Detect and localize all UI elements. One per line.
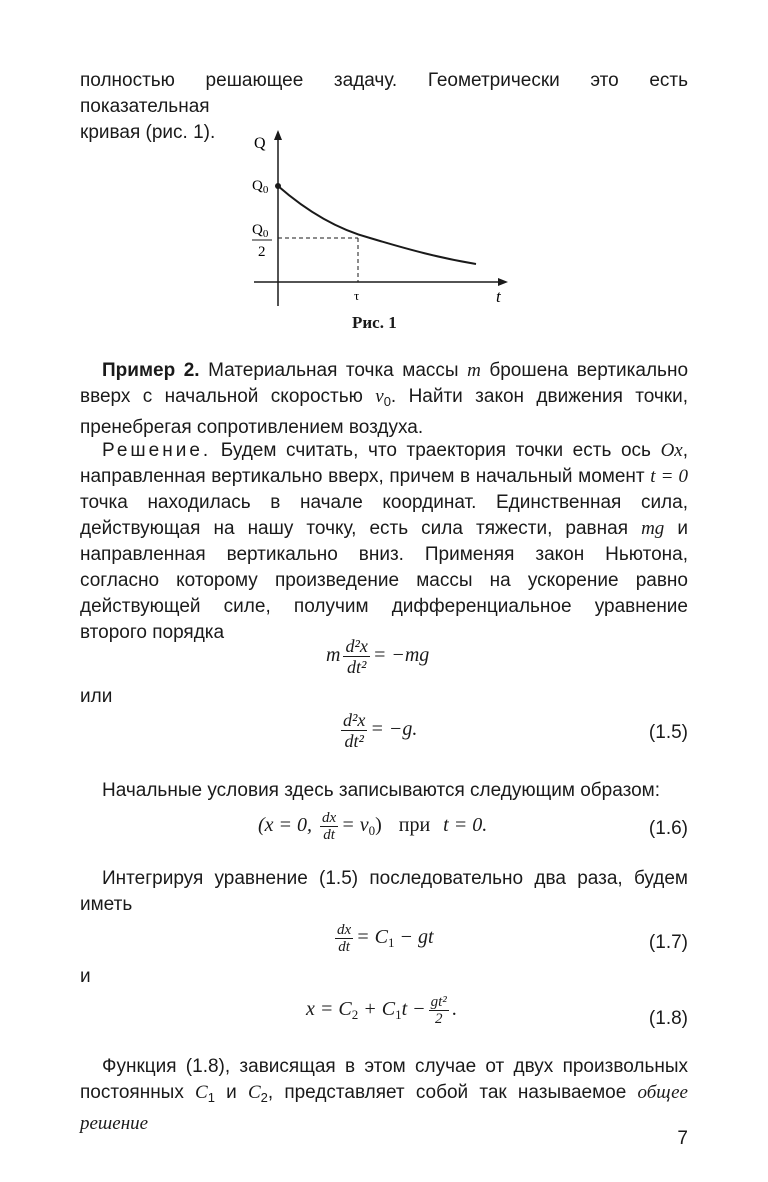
eq1-denominator: dt² bbox=[346, 657, 367, 677]
y-axis-arrow bbox=[274, 130, 282, 140]
solution-text-1: Будем считать, что траектория точки есть ось bbox=[211, 440, 661, 461]
half-q0-denominator: 2 bbox=[258, 244, 266, 260]
eq3-mid-sub: 0 bbox=[368, 823, 376, 839]
eq3-close: ) bbox=[375, 814, 382, 837]
equation-1-5 bbox=[338, 710, 417, 751]
word-and: и bbox=[80, 966, 91, 987]
solution-text-3: точка находилась в начале координат. Единственная сила, действующая на нашу точку, есть сила тяжести, равная bbox=[80, 492, 688, 539]
eq5-sub1: 1 bbox=[395, 1007, 402, 1023]
eq2-denominator: dt² bbox=[344, 731, 364, 751]
solution-paragraph bbox=[80, 438, 688, 646]
word-or: или bbox=[80, 686, 113, 707]
figure-svg bbox=[240, 126, 520, 312]
eq3-left: (x = 0, bbox=[258, 814, 313, 837]
example-title: Пример 2. bbox=[102, 360, 200, 381]
equation-newton bbox=[326, 636, 429, 677]
example-text-3: . Найти закон движения точки, пренебрегая сопротивлением воздуха. bbox=[80, 386, 688, 438]
equation-1-6 bbox=[258, 810, 487, 843]
solution-label: Решение. bbox=[102, 440, 212, 461]
eq5-sub2: 2 bbox=[351, 1007, 359, 1023]
example-paragraph bbox=[80, 358, 688, 441]
eq5-fraction bbox=[429, 994, 449, 1027]
t-zero: t = 0 bbox=[650, 466, 688, 487]
eq2-numerator: d²x bbox=[343, 710, 366, 730]
eq3-numerator: dx bbox=[322, 810, 337, 826]
integration-paragraph: Интегрируя уравнение (1.5) последовательно два раза, будем иметь bbox=[80, 868, 688, 915]
eq4-rhs-c: = C bbox=[356, 926, 389, 949]
x-axis-arrow bbox=[498, 278, 508, 286]
c1-symbol: C bbox=[195, 1082, 208, 1103]
mass-symbol: m bbox=[467, 360, 481, 381]
eq4-denominator: dt bbox=[338, 939, 350, 955]
eq3-denominator: dt bbox=[323, 827, 335, 843]
figure-caption: Рис. 1 bbox=[352, 313, 397, 332]
eq5-t: t − bbox=[401, 998, 426, 1021]
mg-symbol: mg bbox=[641, 518, 665, 539]
eq5-lhs: x = C bbox=[306, 998, 352, 1021]
half-q0-numerator: $Q_0$ bbox=[252, 222, 269, 240]
initial-point bbox=[275, 183, 281, 189]
figure-exponential-curve bbox=[240, 126, 520, 317]
eq2-fraction bbox=[341, 710, 367, 751]
eq5-dot: . bbox=[451, 998, 457, 1021]
eq5-numerator: gt² bbox=[430, 994, 447, 1010]
example-text-1: Материальная точка массы bbox=[199, 360, 468, 381]
eq1-m: m bbox=[326, 644, 341, 667]
velocity-subscript: 0 bbox=[383, 394, 391, 409]
ox-symbol: Ox bbox=[660, 440, 683, 461]
eq5-plus-c: + C bbox=[358, 998, 396, 1021]
eq5-denominator: 2 bbox=[434, 1011, 443, 1027]
equation-number-1-6: (1.6) bbox=[648, 818, 688, 839]
x-axis-label: t bbox=[496, 287, 501, 306]
eq4-numerator: dx bbox=[337, 922, 352, 938]
eq4-rhs-gt: − gt bbox=[394, 926, 434, 949]
eq1-fraction bbox=[343, 636, 369, 677]
eq3-mid: = v bbox=[341, 814, 369, 837]
c2-subscript: 2 bbox=[260, 1090, 268, 1105]
eq4-fraction bbox=[335, 922, 353, 955]
eq1-numerator: d²x bbox=[345, 636, 368, 656]
function-text-1: Функция (1.8), зависящая в этом случае от двух произвольных постоянных bbox=[80, 1056, 688, 1103]
equation-1-8 bbox=[306, 994, 457, 1027]
eq3-condition: t = 0. bbox=[443, 814, 488, 837]
general-solution-term: общее решение bbox=[80, 1082, 688, 1134]
c2-symbol: C bbox=[247, 1082, 261, 1103]
eq3-when: при bbox=[398, 814, 431, 837]
function-paragraph bbox=[80, 1054, 688, 1137]
eq1-rhs: = −mg bbox=[372, 644, 430, 667]
equation-1-7 bbox=[332, 922, 434, 955]
solution-text-4: и направленная вертикально вниз. Применяя закон Ньютона, согласно которому произведение массы на ускорение равно действующей силе, получим дифференциальное уравнение второго порядка bbox=[80, 518, 688, 643]
example-text-2: брошена вертикально вверх с начальной скоростью bbox=[80, 360, 689, 407]
tau-label: τ bbox=[354, 288, 360, 303]
function-and: и bbox=[214, 1082, 248, 1103]
eq3-fraction bbox=[320, 810, 338, 843]
c1-subscript: 1 bbox=[207, 1090, 215, 1105]
equation-number-1-5: (1.5) bbox=[648, 722, 688, 743]
intro-line-1: полностью решающее задачу. Геометрически это есть показательная bbox=[80, 70, 688, 117]
page-number: 7 bbox=[677, 1128, 688, 1149]
initial-conditions-paragraph: Начальные условия здесь записываются следующим образом: bbox=[102, 780, 660, 801]
y-axis-label: Q bbox=[254, 135, 266, 152]
function-text-2: , представляет собой так называемое bbox=[267, 1082, 638, 1103]
eq4-rhs-sub: 1 bbox=[388, 935, 395, 951]
solution-text-2: , направленная вертикально вверх, причем в начальный момент bbox=[80, 440, 688, 487]
equation-number-1-7: (1.7) bbox=[648, 932, 688, 953]
equation-number-1-8: (1.8) bbox=[648, 1008, 688, 1029]
velocity-symbol: v bbox=[375, 386, 384, 407]
q0-label: $Q_0$ bbox=[252, 178, 269, 196]
intro-line-2: кривая (рис. 1). bbox=[80, 122, 216, 143]
eq2-rhs: = −g. bbox=[370, 718, 418, 741]
exponential-curve bbox=[278, 186, 476, 264]
